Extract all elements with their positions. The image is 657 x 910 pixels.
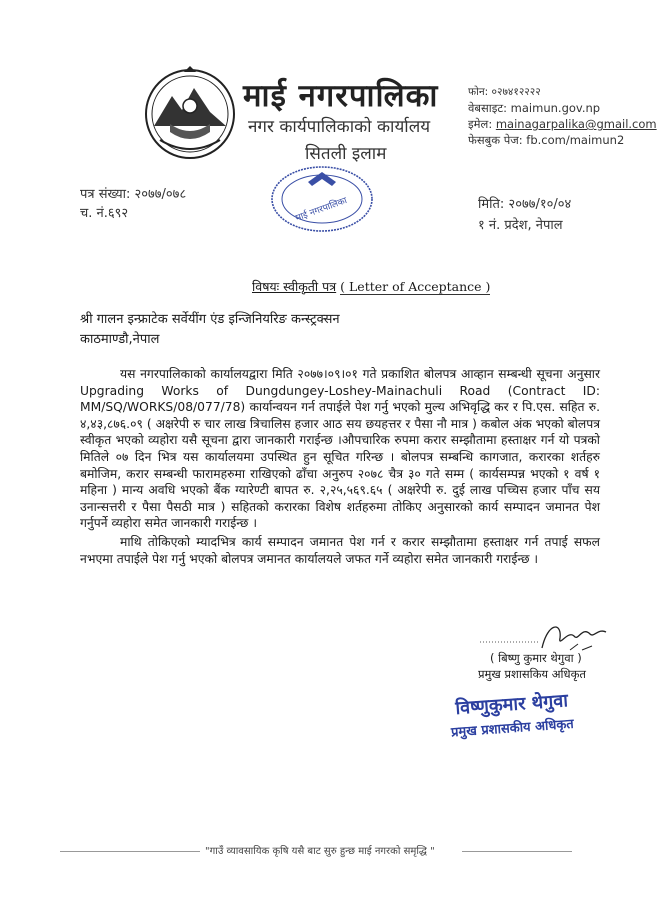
signatory-name: ( बिष्णु कुमार थेगुवा ): [490, 651, 582, 665]
body-paragraph-1: यस नगरपालिकाको कार्यालयद्वारा मिति २०७७।०९।०१ गते प्रकाशित बोलपत्र आव्हान सम्बन्धी सूचना अनुसार Upgrading Works of Dungdungey-Loshey-Mainachuli Road (Contract ID: MM/SQ/WORKS/08/077/78) कार्यान्वयन गर्न तपाईले पेश गर्नु भएको मुल्य अभिवृद्धि कर र पि.एस. सहित रु. ४,४३,८७६.०९ ( अक्षरेपी रु चार लाख त्रिचालिस हजार आठ सय छयहत्तर र पैसा नौ मात्र ) कबोल अंक भएको बोलपत्र स्वीकृत भएको व्यहोरा यसै सूचना द्वारा जानकारी गराईन्छ ।औपचारिक रुपमा करार सम्झौतामा हस्ताक्षर गर्न यो पत्रको मितिले ०७ दिन भित्र यस कार्यालयमा उपस्थित हुन सूचित गरिन्छ । बोलपत्र सम्बन्धि कागजात, करारका शर्तहरु बमोजिम, करार सम्बन्धी फारामहरुमा राखिएको ढाँचा अनुरुप २०७८ चैत्र ३० गते सम्म ( कार्यसम्पन्न भएको १ वर्ष १ महिना ) मान्य अवधि भएको बैंक ग्यारेण्टी बापत रु. २,२५,५६९.६५ ( अक्षरेपी रु. दुई लाख पच्चिस हजार पाँच सय उनान्सत्तरी र पैसा पैसठी मात्र ) सहितको करारका विशेष शर्तहरुमा तोकिए अनुसारको कार्य सम्पादन जमानत पेश गर्नुपर्ने व्यहोरा समेत जानकारी गराईन्छ ।: [80, 367, 600, 531]
contact-email: [468, 117, 657, 132]
recipient-address: काठमाण्डौ,नेपाल: [80, 332, 160, 347]
office-seal: [268, 164, 376, 234]
stamp-title: प्रमुख प्रशासकीय अधिकृत: [450, 716, 575, 741]
footer-slogan: "गाउँ व्यावसायिक कृषि यसै बाट सुरु हुन्छ माई नगरको समृद्धि ": [205, 846, 435, 857]
recipient-name: श्री गालन इन्फ्राटेक सर्वेयींग एंड इन्जिनियरिङ कन्स्ट्रक्सन: [80, 312, 340, 327]
contact-email-label: इमेल:: [468, 117, 496, 131]
subject-label: विषयः स्वीकृती पत्र: [252, 279, 337, 294]
letter-body: [80, 366, 600, 567]
subject-line: [252, 278, 490, 295]
body-paragraph-2: माथि तोकिएको म्यादभित्र कार्य सम्पादन जमानत पेश गर्न र करार सम्झौतामा हस्ताक्षर गर्न तपाई सफल नभएमा तपाईले पेश गर्नु भएको बोलपत्र जमानत कार्यालयले जफत गर्ने व्यहोरा समेत जानकारी गराईन्छ ।: [80, 534, 600, 566]
office-subtitle: नगर कार्यपालिकाको कार्यालय: [248, 117, 431, 137]
contact-phone: फोन: ०२७४१२२२२: [468, 86, 541, 98]
footer-divider-right: [462, 851, 572, 852]
stamp-name: विष्णुकुमार थेगुवा: [454, 690, 569, 720]
government-emblem-icon: [140, 66, 240, 162]
contact-facebook: फेसबुक पेज: fb.com/maimun2: [468, 133, 625, 147]
letter-location: १ नं. प्रदेश, नेपाल: [478, 218, 563, 233]
letter-number: पत्र संख्या: २०७७/०७८: [80, 187, 187, 202]
dispatch-number: च. नं.६९२: [80, 206, 129, 221]
subject-english: ( Letter of Acceptance ): [340, 279, 491, 294]
contact-website: वेबसाइट: maimun.gov.np: [468, 101, 601, 115]
municipality-title: माई नगरपालिका: [243, 78, 439, 114]
letter-date: मिति: २०७७/१०/०४: [478, 197, 572, 212]
contact-email-address: mainagarpalika@gmail.com: [495, 117, 657, 131]
seal-text: माई नगरपालिका: [294, 196, 349, 224]
office-location: सितली इलाम: [305, 144, 387, 164]
signature-stamp: [450, 688, 575, 741]
signatory-title: प्रमुख प्रशासकिय अधिकृत: [478, 667, 586, 681]
seal-graphic: [268, 164, 376, 234]
footer-divider-left: [60, 851, 200, 852]
